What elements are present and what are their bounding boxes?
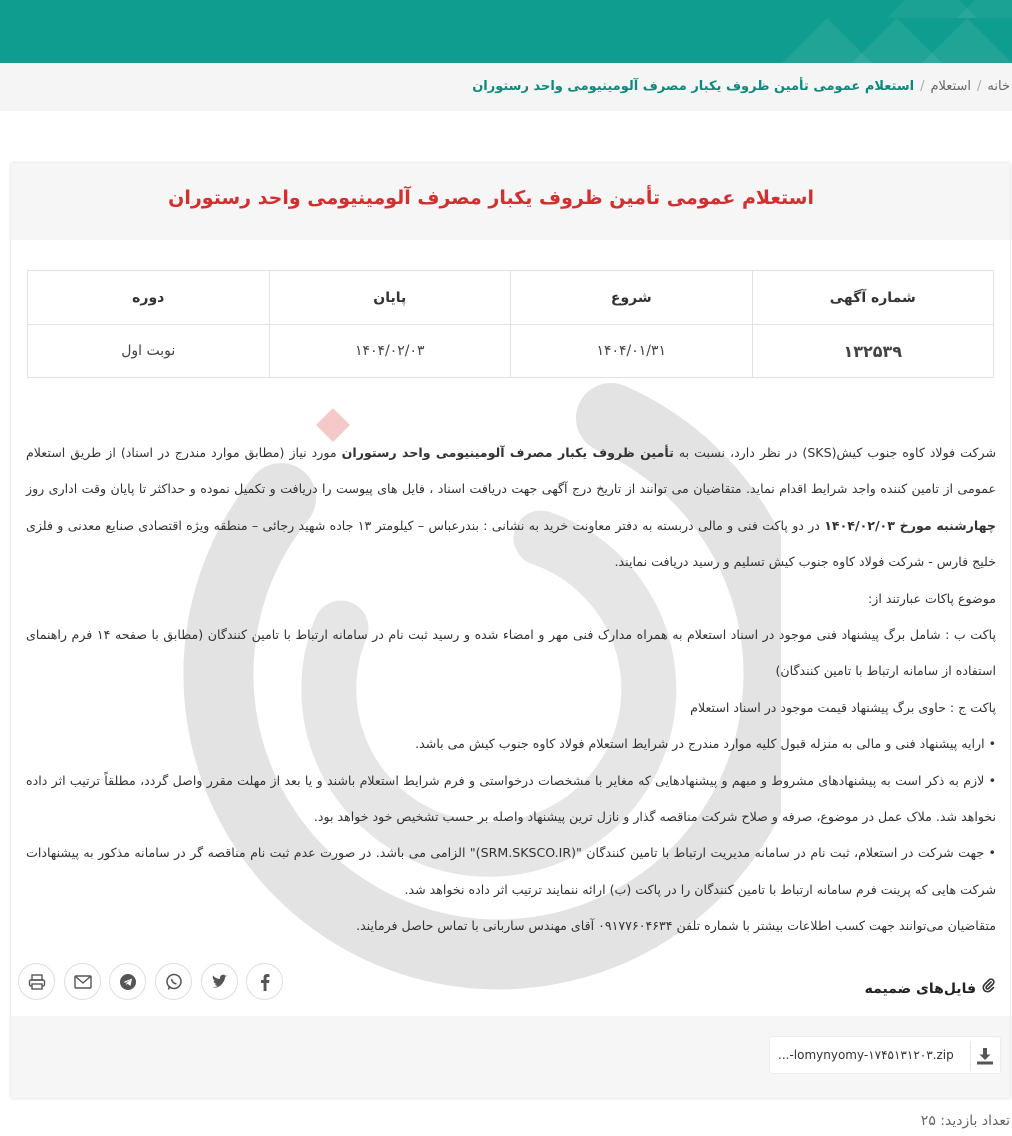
ad-number: ۱۳۲۵۳۹ [752, 325, 994, 378]
header-round: دوره [28, 271, 270, 325]
paragraph-envelope-b: پاکت ب : شامل برگ پیشنهاد فنی موجود در اسناد استعلام به همراه مدارک فنی مهر و امضاء شده و رسید ثبت نام در سامانه ارتباط با تامین کنندگان (مطابق با صفحه ۱۴ فرم راهنمای استفاده از سامانه ارتباط با تامین کنندگان) [26, 627, 996, 679]
file-divider [970, 1041, 971, 1071]
whatsapp-icon[interactable] [155, 963, 192, 1000]
attachment-file-name[interactable]: ...-lomynyomy-۱۷۴۵۱۳۱۲۰۳.zip [778, 1048, 954, 1062]
paperclip-icon [982, 978, 995, 997]
attachments-panel [11, 1016, 1010, 1098]
paragraph-contact: متقاضیان می‌توانند جهت کسب اطلاعات بیشتر با شماره تلفن ۰۹۱۷۷۶۰۴۶۳۴ آقای مهندس ساربانی با تماس حاصل فرمایند. [356, 918, 996, 934]
breadcrumb-current: استعلام عمومی تأمین ظروف یکبار مصرف آلومینیومی واحد رستوران [472, 79, 915, 94]
round: نوبت اول [28, 325, 270, 378]
telegram-icon[interactable] [109, 963, 146, 1000]
attachments-heading [865, 978, 995, 997]
breadcrumb-bar [0, 63, 1012, 111]
paragraph-envelope-c: پاکت ج : حاوی برگ پیشنهاد قیمت موجود در اسناد استعلام [690, 699, 996, 715]
intro-part-3: در دو پاکت فنی و مالی دربسته به دفتر معاونت خرید به نشانی : بندرعباس – کیلومتر ۱۳ جاده شهید رجائی – منطقه ویژه اقتصادی صنایع معدنی و فلزی خلیج فارس - شرکت فولاد کاوه جنوب کیش تسلیم و رسید دریافت نمایند. [26, 517, 996, 570]
header-end: پایان [269, 271, 511, 325]
intro-part-1: شرکت فولاد کاوه جنوب کیش(SKS) در نظر دارد، نسبت به [673, 445, 997, 460]
title-band [11, 163, 1010, 240]
download-icon[interactable] [976, 1047, 994, 1069]
site-header [0, 0, 1012, 63]
header-start: شروع [511, 271, 753, 325]
tender-info-table [27, 270, 994, 378]
facebook-icon[interactable] [246, 963, 283, 1000]
breadcrumb-section[interactable]: استعلام [930, 79, 972, 94]
tender-card [11, 163, 1010, 1098]
twitter-icon[interactable] [201, 963, 238, 1000]
table-header-row [28, 271, 994, 325]
print-icon[interactable] [18, 963, 55, 1000]
paragraph-conditions: • لازم به ذکر است به پیشنهادهای مشروط و مبهم و پیشنهادهایی که مغایر با مشخصات درخواستی و فرم شرایط استعلام باشند و یا بعد از مهلت مقرر واصل گردد، مطلقاً ترتیب اثر داده نخواهد شد. ملاک عمل در موضوع، صرفه و صلاح شرکت مناقصه گذار و نازل ترین پیشنهاد واصله بر حسب تشخیص خود خواهد بود. [26, 772, 996, 825]
start-date: ۱۴۰۴/۰۱/۳۱ [511, 325, 753, 378]
paragraph-intro [26, 435, 996, 581]
email-icon[interactable] [64, 963, 101, 1000]
breadcrumb [472, 79, 1010, 94]
attachments-label: فایل‌های ضمیمه [864, 981, 976, 997]
breadcrumb-separator: / [977, 79, 982, 94]
attachment-file[interactable] [769, 1036, 1001, 1074]
intro-part-2: مورد نیاز (مطابق موارد مندرج در اسناد) از طریق استعلام عمومی از تامین کننده واجد شرایط اقدام نماید. متقاضیان می توانند از تاریخ درج آگهی جهت دریافت اسناد ، فایل های پیوست را دریافت و تکمیل نموده و حداکثر تا پایان وقت اداری روز [26, 445, 996, 497]
header-pattern [752, 0, 1012, 63]
breadcrumb-separator: / [920, 79, 925, 94]
header-ad-number: شماره آگهی [752, 271, 994, 325]
tender-description [26, 435, 996, 945]
breadcrumb-home[interactable]: خانه [987, 79, 1010, 94]
paragraph-envelopes: موضوع پاکات عبارتند از: [868, 590, 996, 606]
intro-subject: تأمین ظروف یکبار مصرف آلومینیومی واحد رستوران [341, 445, 674, 460]
page-title: استعلام عمومی تأمین ظروف یکبار مصرف آلومینیومی واحد رستوران [168, 187, 814, 209]
visit-count: تعداد بازدید: ۲۵ [920, 1113, 1010, 1129]
table-row [28, 325, 994, 378]
end-date: ۱۴۰۴/۰۲/۰۳ [269, 325, 511, 378]
paragraph-registration: • جهت شرکت در استعلام، ثبت نام در سامانه مدیریت ارتباط با تامین کنندگان "(SRM.SKSCO.IR)" الزامی می باشد. در صورت عدم ثبت نام مناقصه گر در سامانه مذکور به پیشنهادات شرکت هایی که پرینت فرم سامانه ارتباط با تامین کنندگان را در پاکت (ب) ارائه ننمایند ترتیب اثر داده نخواهد شد. [26, 845, 996, 897]
paragraph-acceptance: • ارایه پیشنهاد فنی و مالی به منزله قبول کلیه موارد مندرج در شرایط استعلام فولاد کاوه جنوب کیش می باشد. [415, 736, 996, 752]
intro-deadline: چهارشنبه مورخ ۱۴۰۴/۰۲/۰۳ [824, 517, 996, 533]
